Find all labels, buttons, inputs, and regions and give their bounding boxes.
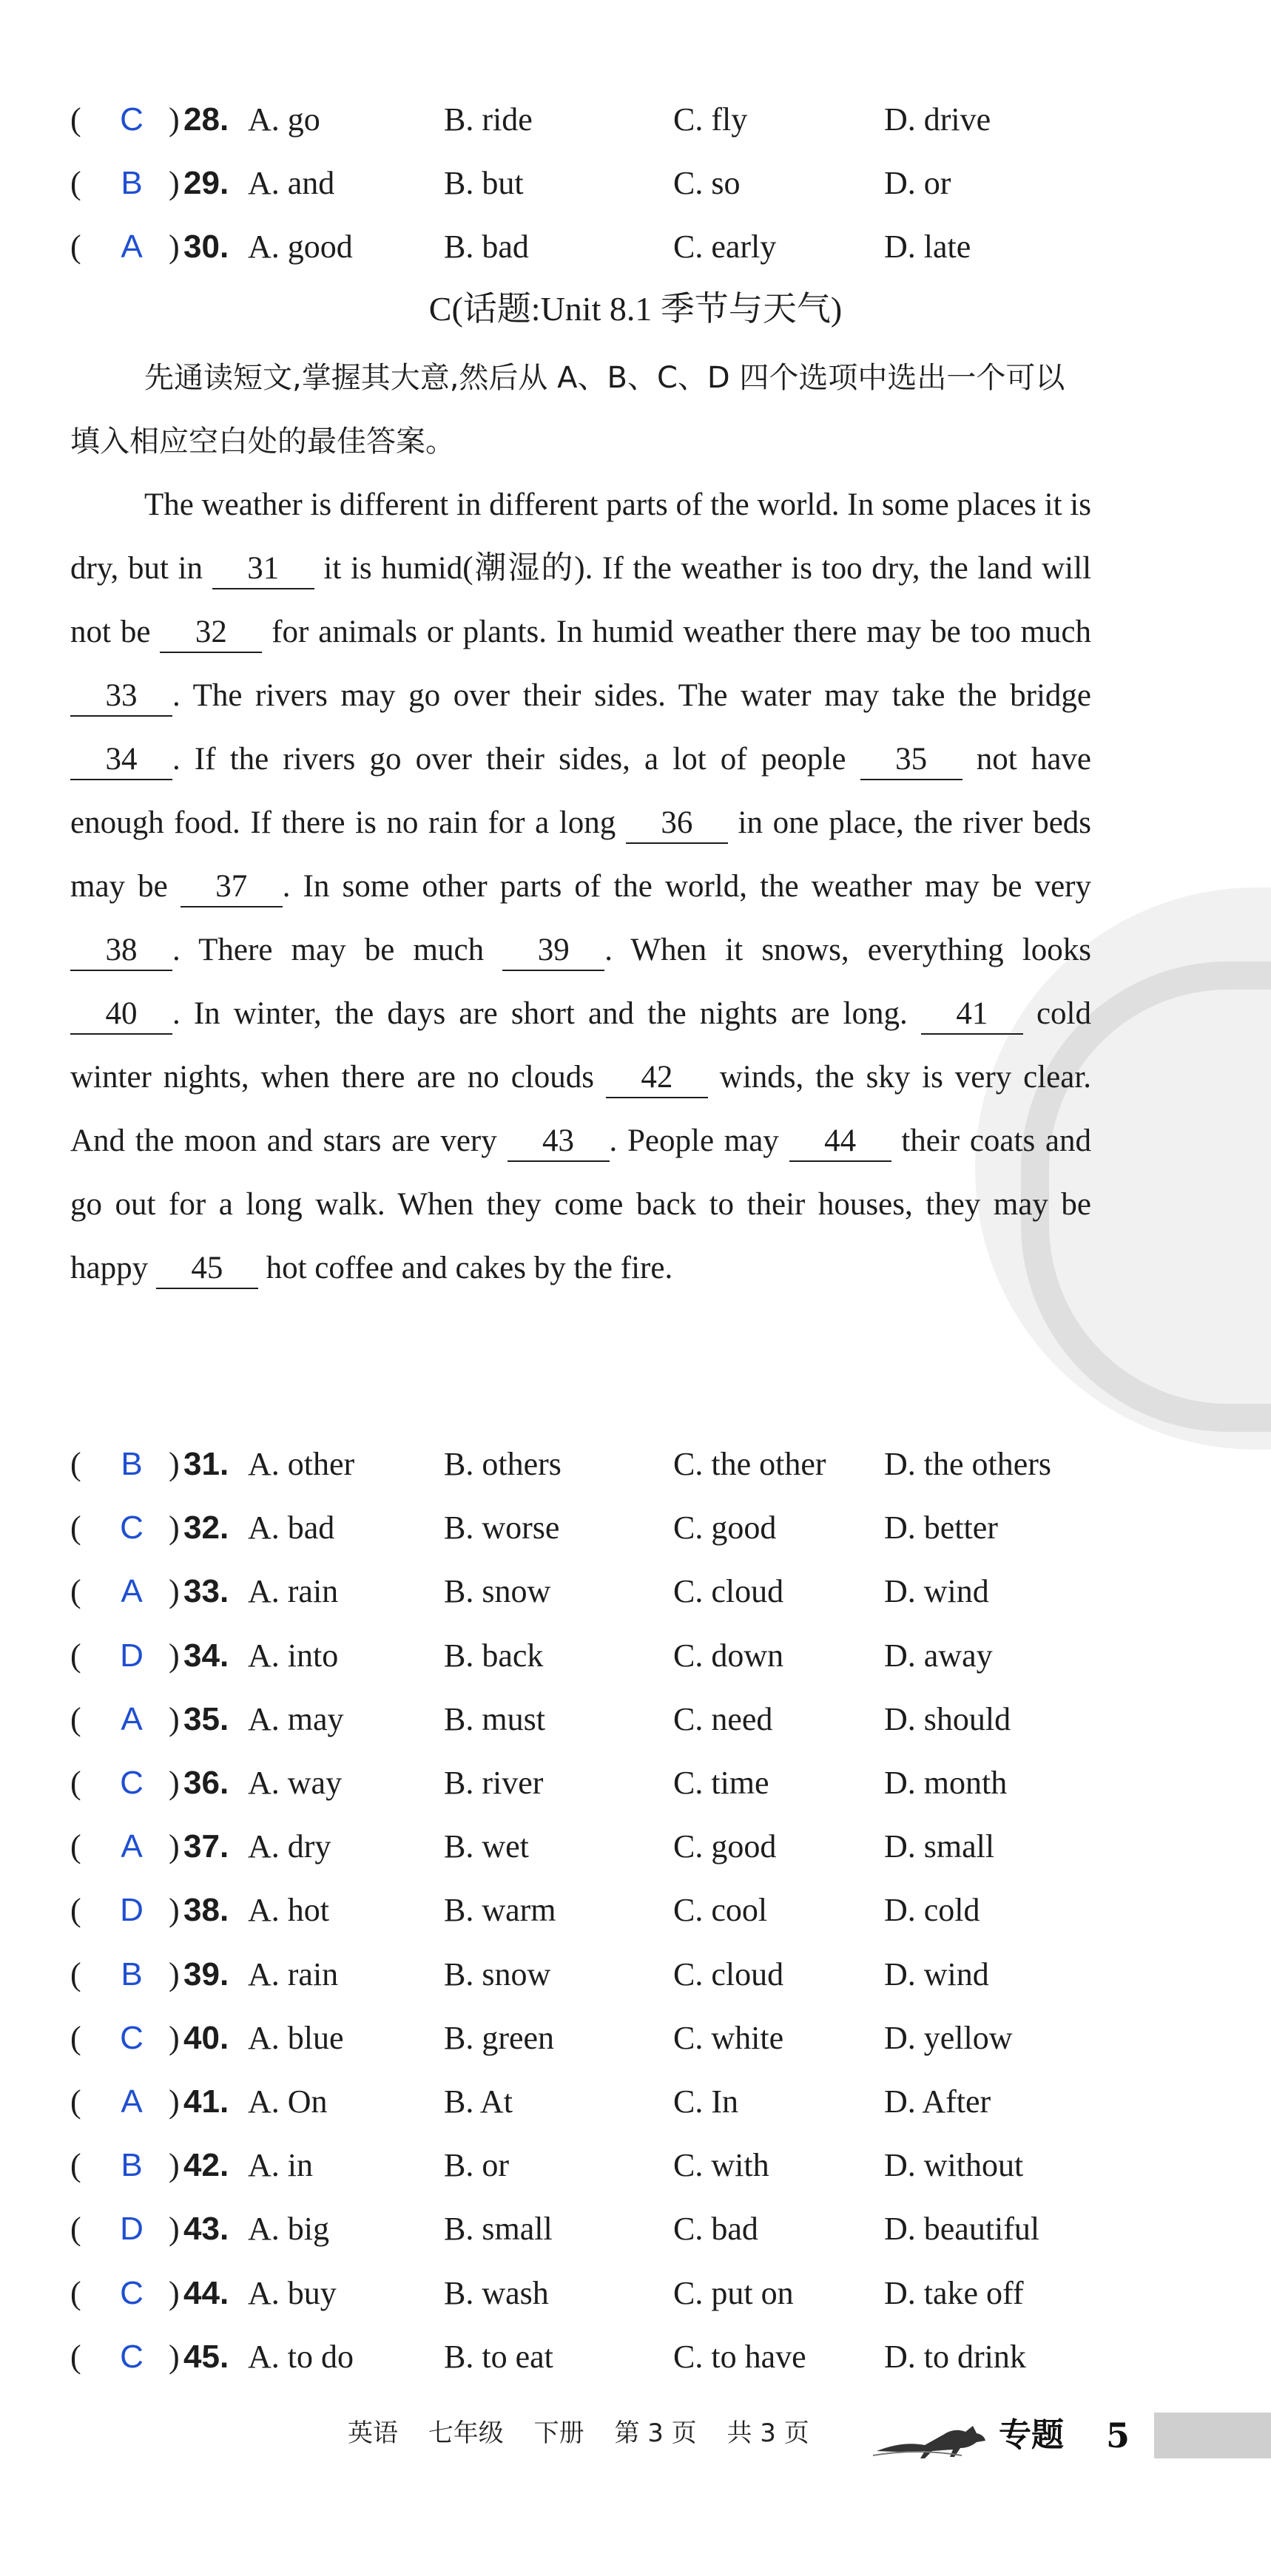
open-paren: ( xyxy=(70,2083,81,2120)
answer-mark: A xyxy=(121,229,143,265)
close-paren: ) xyxy=(169,2211,180,2248)
blank-45: 45 xyxy=(156,1249,258,1289)
close-paren: ) xyxy=(169,1573,180,1610)
passage-text: . In some other parts of the world, the weather may be very xyxy=(282,869,1092,904)
option-a: A. to do xyxy=(248,2338,354,2375)
option-a: A. bad xyxy=(248,1510,335,1546)
passage-text: . The rivers may go over their sides. The water may take the bridge xyxy=(172,678,1091,713)
passage-text: . When it snows, everything looks xyxy=(604,933,1092,967)
question-number: 32. xyxy=(183,1510,229,1546)
option-c: C. white xyxy=(673,2019,784,2056)
answer-mark: A xyxy=(121,2083,143,2120)
option-a: A. way xyxy=(248,1765,343,1801)
option-b: B. back xyxy=(444,1637,544,1674)
answer-mark: B xyxy=(121,2147,143,2184)
option-a: A. good xyxy=(248,229,353,265)
close-paren: ) xyxy=(169,229,180,265)
option-a: A. rain xyxy=(248,1573,339,1610)
option-a: A. other xyxy=(248,1446,355,1482)
horse-icon xyxy=(873,2418,1006,2463)
option-b: B. At xyxy=(444,2083,513,2120)
option-d: D. late xyxy=(884,229,971,265)
option-b: B. river xyxy=(444,1765,544,1801)
option-d: D. without xyxy=(884,2147,1024,2184)
option-a: A. in xyxy=(248,2147,313,2184)
question-number: 35. xyxy=(183,1700,229,1737)
option-b: B. wash xyxy=(444,2274,549,2311)
close-paren: ) xyxy=(169,1828,180,1865)
option-b: B. bad xyxy=(444,229,529,265)
question-number: 39. xyxy=(183,1955,229,1992)
option-b: B. others xyxy=(444,1446,562,1482)
footer-total: 共 3 页 xyxy=(726,2418,809,2448)
close-paren: ) xyxy=(169,2083,180,2120)
answer-mark: C xyxy=(120,2274,144,2311)
option-b: B. snow xyxy=(444,1573,551,1610)
open-paren: ( xyxy=(70,165,81,201)
option-b: B. small xyxy=(444,2211,553,2248)
blank-42: 42 xyxy=(606,1058,708,1098)
blank-33: 33 xyxy=(70,677,172,717)
open-paren: ( xyxy=(70,1892,81,1929)
option-b: B. wet xyxy=(444,1828,529,1865)
option-c: C. cloud xyxy=(673,1573,784,1610)
footer-subject: 英语 xyxy=(348,2418,398,2448)
option-d: D. small xyxy=(884,1828,995,1865)
close-paren: ) xyxy=(169,1700,180,1737)
option-d: D. After xyxy=(884,2083,991,2120)
close-paren: ) xyxy=(169,101,180,138)
option-d: D. cold xyxy=(884,1892,980,1929)
answer-mark: D xyxy=(120,2211,144,2248)
option-c: C. bad xyxy=(673,2211,758,2248)
option-d: D. the others xyxy=(884,1446,1052,1482)
option-c: C. put on xyxy=(673,2274,794,2311)
option-b: B. green xyxy=(444,2019,555,2056)
option-c: C. good xyxy=(673,1510,777,1546)
option-a: A. On xyxy=(248,2083,328,2120)
option-a: A. hot xyxy=(248,1892,329,1929)
close-paren: ) xyxy=(169,1446,180,1482)
option-c: C. need xyxy=(673,1700,773,1737)
open-paren: ( xyxy=(70,2211,81,2248)
option-b: B. worse xyxy=(444,1510,560,1546)
question-number: 29. xyxy=(183,165,229,201)
blank-40: 40 xyxy=(70,995,172,1035)
passage-text: cold winter nights, when there are no clouds xyxy=(70,996,1091,1095)
option-a: A. and xyxy=(248,165,335,201)
question-number: 34. xyxy=(183,1637,229,1674)
option-a: A. big xyxy=(248,2211,329,2248)
question-number: 38. xyxy=(183,1892,229,1929)
passage-text: it is humid(潮湿的). If the weather is too dry, the land will not be xyxy=(70,551,1092,649)
close-paren: ) xyxy=(169,1510,180,1546)
option-a: A. rain xyxy=(248,1955,339,1992)
open-paren: ( xyxy=(70,1955,81,1992)
option-c: C. down xyxy=(673,1637,784,1674)
passage-text: for animals or plants. In humid weather there may be too much xyxy=(272,615,1091,649)
open-paren: ( xyxy=(70,1510,81,1546)
footer-volume: 下册 xyxy=(533,2418,584,2448)
option-d: D. yellow xyxy=(884,2019,1013,2056)
option-a: A. may xyxy=(248,1700,344,1737)
option-c: C. so xyxy=(673,165,741,201)
open-paren: ( xyxy=(70,1637,81,1674)
option-c: C. early xyxy=(673,229,777,265)
option-c: C. the other xyxy=(673,1446,826,1482)
option-d: D. beautiful xyxy=(884,2211,1040,2248)
answer-mark: B xyxy=(121,1446,143,1482)
answer-mark: A xyxy=(121,1700,143,1737)
question-number: 42. xyxy=(183,2147,229,2184)
question-number: 40. xyxy=(183,2019,229,2056)
option-b: B. ride xyxy=(444,101,533,138)
footer-bar xyxy=(1154,2413,1271,2458)
close-paren: ) xyxy=(169,1892,180,1929)
question-number: 31. xyxy=(183,1446,229,1482)
question-number: 36. xyxy=(183,1765,229,1801)
blank-43: 43 xyxy=(508,1122,610,1162)
answer-mark: A xyxy=(121,1573,143,1610)
close-paren: ) xyxy=(169,2338,180,2375)
option-a: A. buy xyxy=(248,2274,337,2311)
blank-35: 35 xyxy=(860,740,962,780)
option-d: D. drive xyxy=(884,101,991,138)
open-paren: ( xyxy=(70,1700,81,1737)
option-b: B. must xyxy=(444,1700,545,1737)
answer-mark: B xyxy=(121,165,143,201)
footer-info xyxy=(348,2411,832,2455)
instructions: 先通读短文,掌握其大意,然后从 A、B、C、D 四个选项中选出一个可以填入相应空白处的最佳答案。 xyxy=(70,361,1065,459)
passage xyxy=(70,473,1091,1300)
option-c: C. In xyxy=(673,2083,738,2120)
close-paren: ) xyxy=(169,1765,180,1801)
answer-mark: C xyxy=(120,1765,144,1801)
question-number: 30. xyxy=(183,229,229,265)
answer-mark: D xyxy=(120,1637,144,1674)
blank-34: 34 xyxy=(70,740,172,780)
footer-page: 第 3 页 xyxy=(614,2418,697,2448)
blank-36: 36 xyxy=(626,804,728,844)
passage-text: The weather is different in different parts of the world. In some places it is dry, but in xyxy=(70,487,1091,586)
passage-text: hot coffee and cakes by the fire. xyxy=(266,1251,673,1285)
option-b: B. snow xyxy=(444,1955,551,1992)
passage-text: in one place, the river beds may be xyxy=(70,805,1092,904)
open-paren: ( xyxy=(70,1446,81,1482)
option-d: D. month xyxy=(884,1765,1008,1801)
close-paren: ) xyxy=(169,1955,180,1992)
option-c: C. cloud xyxy=(673,1955,784,1992)
answer-mark: C xyxy=(120,1510,144,1546)
option-d: D. away xyxy=(884,1637,993,1674)
passage-text: winds, the sky is very clear. And the moon and stars are very xyxy=(70,1060,1092,1158)
question-number: 45. xyxy=(183,2338,229,2375)
answer-mark: D xyxy=(120,1892,144,1929)
option-c: C. cool xyxy=(673,1892,768,1929)
open-paren: ( xyxy=(70,2274,81,2311)
blank-32: 32 xyxy=(160,613,262,653)
passage-text: . If the rivers go over their sides, a lot of people xyxy=(172,742,846,777)
option-d: D. take off xyxy=(884,2274,1024,2311)
question-number: 44. xyxy=(183,2274,229,2311)
passage-text: . People may xyxy=(609,1123,779,1158)
option-c: C. with xyxy=(673,2147,769,2184)
option-a: A. go xyxy=(248,101,320,138)
open-paren: ( xyxy=(70,1828,81,1865)
option-d: D. or xyxy=(884,165,951,201)
option-d: D. to drink xyxy=(884,2338,1026,2375)
open-paren: ( xyxy=(70,2338,81,2375)
open-paren: ( xyxy=(70,2147,81,2184)
page-footer xyxy=(0,2396,1271,2470)
close-paren: ) xyxy=(169,2274,180,2311)
question-number: 28. xyxy=(183,101,229,138)
close-paren: ) xyxy=(169,2147,180,2184)
close-paren: ) xyxy=(169,2019,180,2056)
option-b: B. but xyxy=(444,165,524,201)
option-d: D. wind xyxy=(884,1955,989,1992)
option-a: A. dry xyxy=(248,1828,331,1865)
question-number: 37. xyxy=(183,1828,229,1865)
option-c: C. to have xyxy=(673,2338,806,2375)
open-paren: ( xyxy=(70,229,81,265)
answer-mark: C xyxy=(120,2019,144,2056)
blank-39: 39 xyxy=(502,931,604,971)
option-a: A. into xyxy=(248,1637,339,1674)
open-paren: ( xyxy=(70,1573,81,1610)
answer-mark: C xyxy=(120,2338,144,2375)
passage-text: . In winter, the days are short and the nights are long. xyxy=(172,996,908,1031)
option-b: B. warm xyxy=(444,1892,556,1929)
close-paren: ) xyxy=(169,1637,180,1674)
passage-text: their coats and go out for a long walk. When they come back to their houses, they may be happy xyxy=(70,1123,1092,1285)
passage-text: not have enough food. If there is no rain for a long xyxy=(70,742,1091,840)
option-d: D. wind xyxy=(884,1573,989,1610)
blank-31: 31 xyxy=(212,550,314,589)
footer-topic: 专题 xyxy=(999,2416,1064,2454)
option-d: D. should xyxy=(884,1700,1011,1737)
answer-mark: B xyxy=(121,1955,143,1992)
blank-41: 41 xyxy=(921,995,1023,1035)
question-number: 41. xyxy=(183,2083,229,2120)
footer-topic-number: 5 xyxy=(1106,2416,1130,2455)
option-d: D. better xyxy=(884,1510,998,1546)
open-paren: ( xyxy=(70,1765,81,1801)
open-paren: ( xyxy=(70,101,81,138)
answer-mark: A xyxy=(121,1828,143,1865)
open-paren: ( xyxy=(70,2019,81,2056)
close-paren: ) xyxy=(169,165,180,201)
option-c: C. time xyxy=(673,1765,769,1801)
option-a: A. blue xyxy=(248,2019,344,2056)
answer-mark: C xyxy=(120,101,144,138)
passage-text: . There may be much xyxy=(172,933,485,967)
option-b: B. to eat xyxy=(444,2338,553,2375)
section-title: C(话题:Unit 8.1 季节与天气) xyxy=(428,290,843,328)
blank-37: 37 xyxy=(181,868,283,907)
option-c: C. good xyxy=(673,1828,777,1865)
option-b: B. or xyxy=(444,2147,509,2184)
option-c: C. fly xyxy=(673,101,748,138)
blank-44: 44 xyxy=(789,1122,891,1162)
question-number: 43. xyxy=(183,2211,229,2248)
blank-38: 38 xyxy=(70,931,172,971)
question-number: 33. xyxy=(183,1573,229,1610)
footer-grade: 七年级 xyxy=(428,2418,504,2448)
